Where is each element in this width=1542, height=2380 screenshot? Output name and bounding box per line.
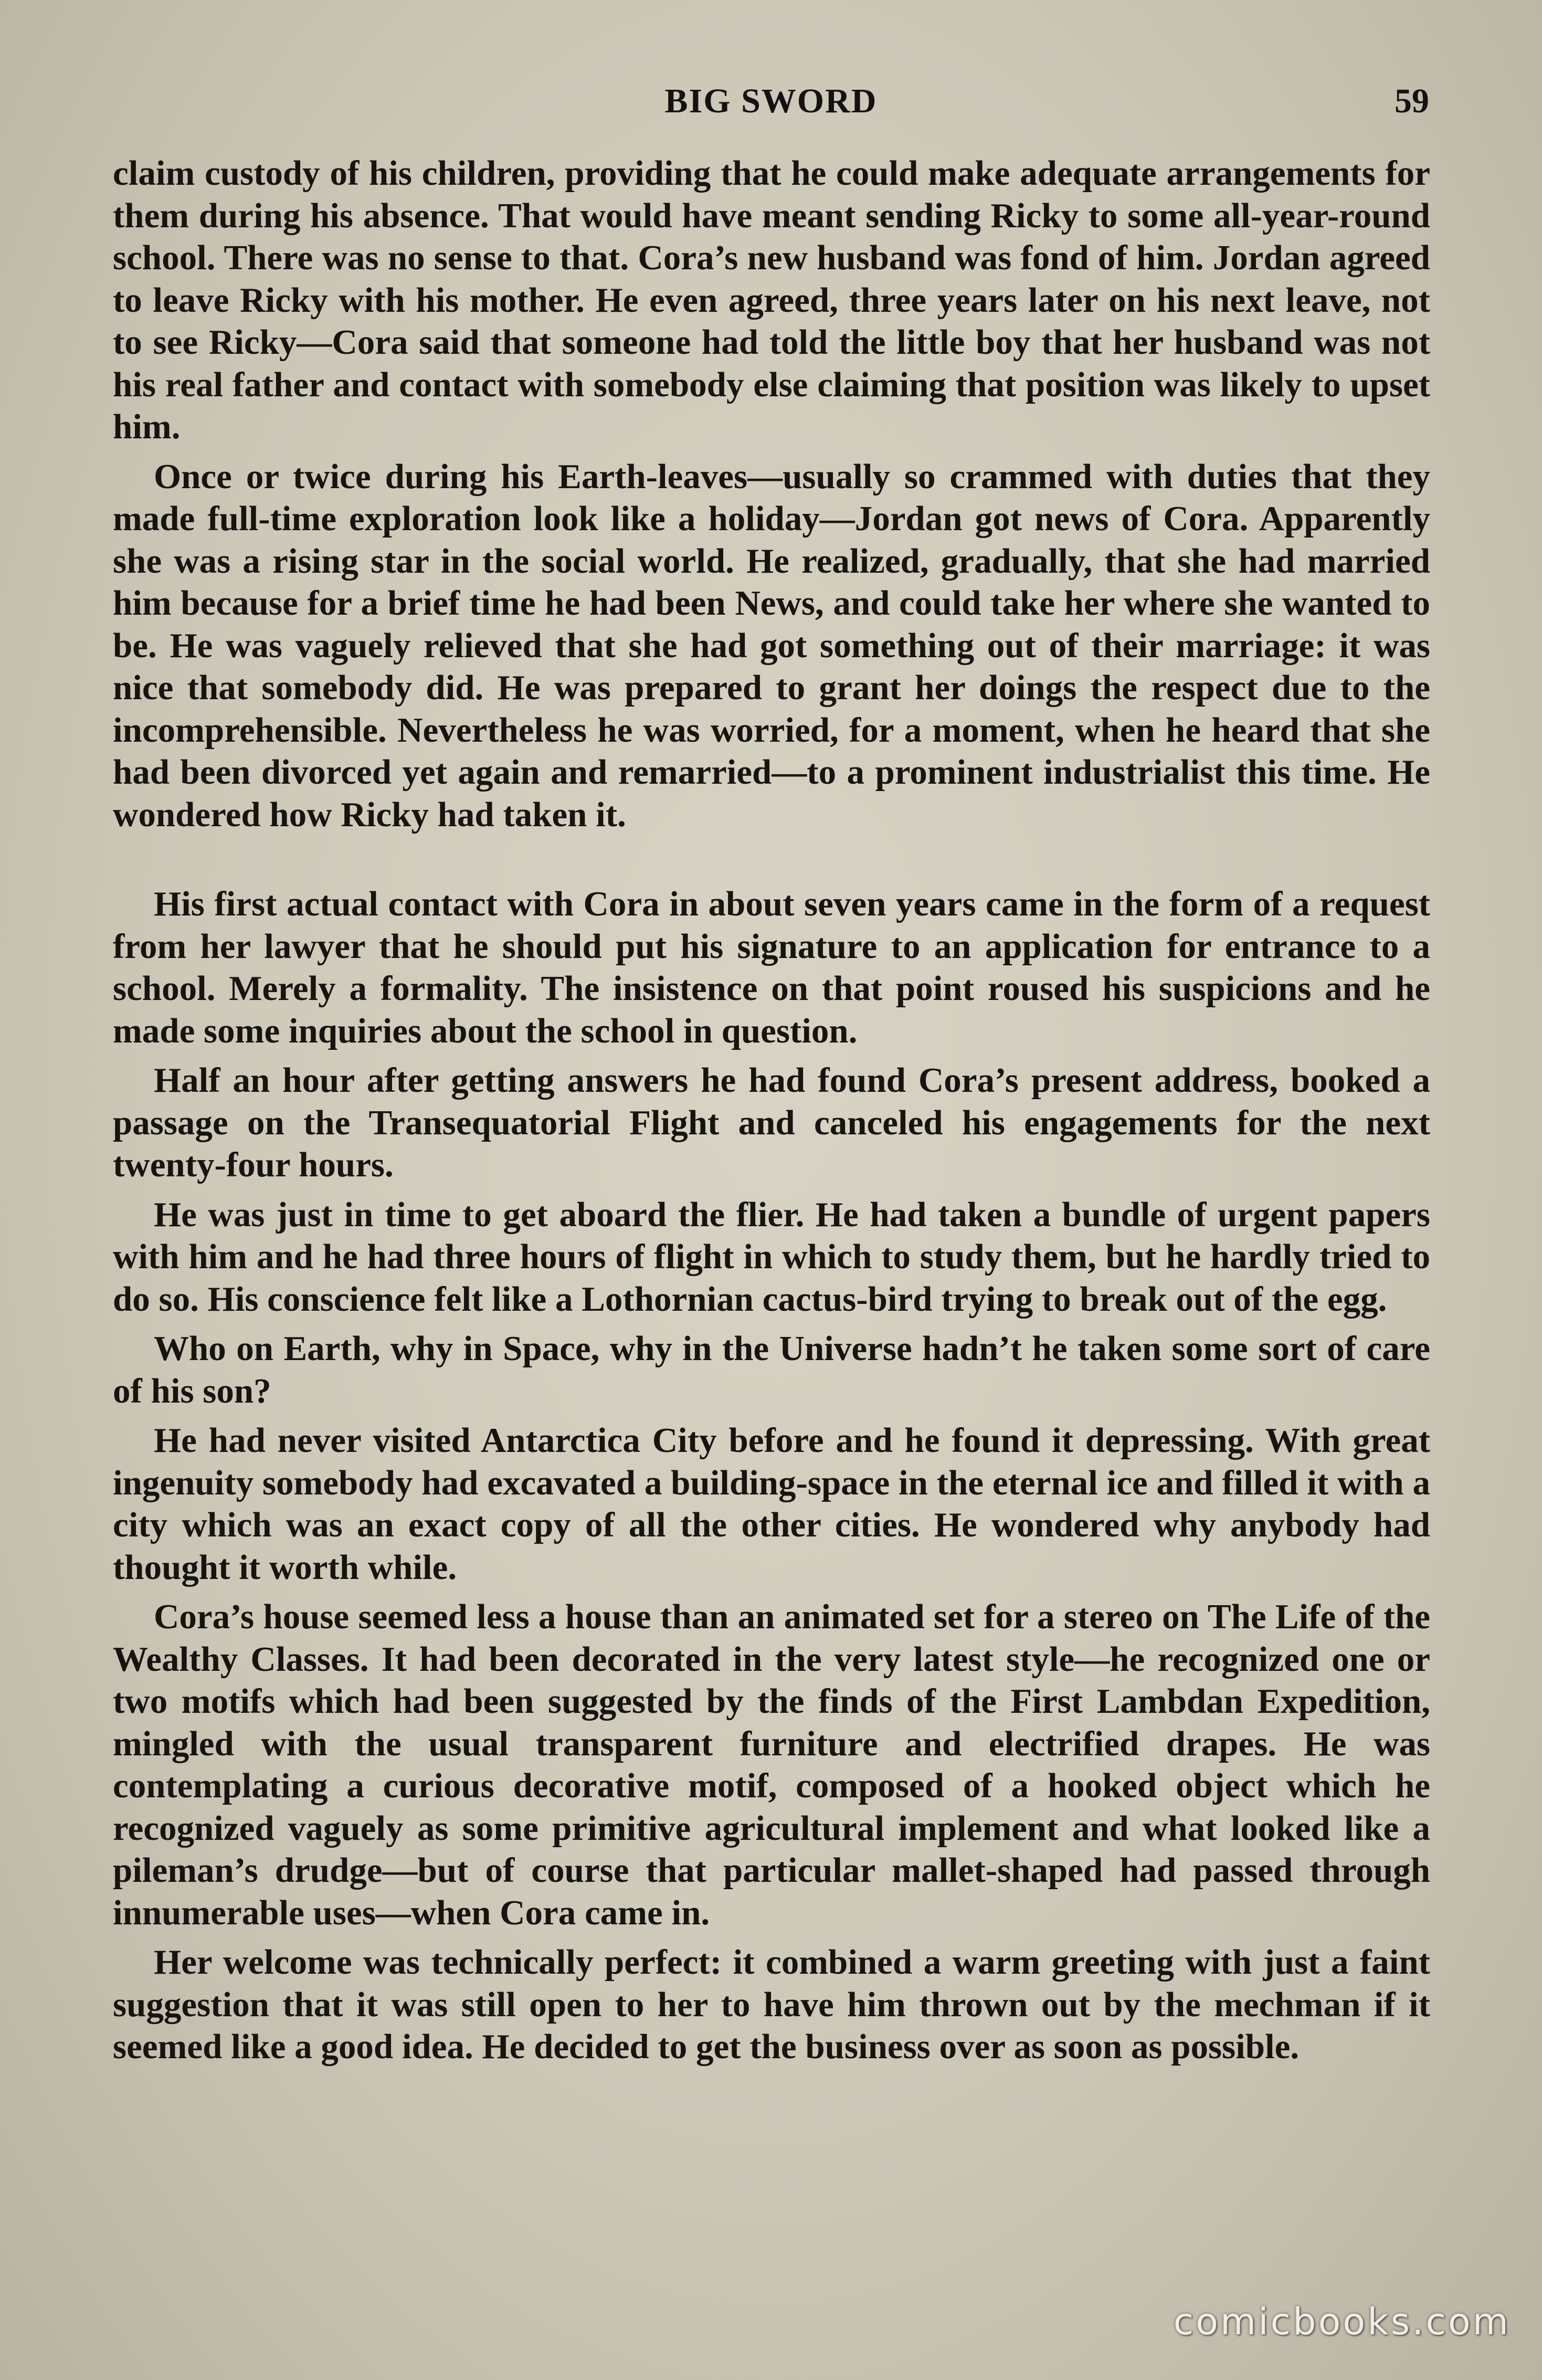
running-header bbox=[113, 81, 1429, 131]
paragraph: Half an hour after getting answers he had found Cora’s present address, booked a passage on the Transequatorial Flight and canceled his engagements for the next twenty-four hours. bbox=[113, 1061, 1430, 1184]
paragraph: Once or twice during his Earth-leaves—usually so crammed with duties that they made full-time exploration look like a holiday—Jordan got news of Cora. Apparently she was a rising star in the social world. He realized, gradually, that she had married him because for a brief time he had been News, and could take her where she wanted to be. He was vaguely relieved that she had got something out of their marriage: it was nice that somebody did. He was prepared to grant her doings the respect due to the incomprehensible. Nevertheless he was worried, for a moment, when he heard that she had been divorced yet again and remarried—to a prominent industrialist this time. He wondered how Ricky had taken it. bbox=[113, 457, 1430, 834]
paragraph: Cora’s house seemed less a house than an animated set for a stereo on The Life of the Wealthy Classes. It had been decorated in the very latest style—he recognized one or two motifs which had been suggested by the finds of the First Lambdan Expedition, mingled with the usual transparent furniture and electrified drapes. He was contemplating a curious decorative motif, composed of a hooked object which he recognized vaguely as some primitive agricultural implement and what looked like a pileman’s drudge—but of course that particular mallet-shaped had passed through innumerable uses—when Cora came in. bbox=[113, 1597, 1430, 1932]
running-title: BIG SWORD bbox=[664, 82, 878, 120]
paragraph: He had never visited Antarctica City before and he found it depressing. With great ingenuity somebody had excavated a building-space in the eternal ice and filled it with a city which was an exact copy of all the other cities. He wondered why anybody had thought it worth while. bbox=[113, 1421, 1430, 1587]
page-number: 59 bbox=[1395, 82, 1429, 120]
site-watermark: comicbooks.com bbox=[1173, 2300, 1511, 2343]
paragraph: Who on Earth, why in Space, why in the Universe hadn’t he taken some sort of care of his son? bbox=[113, 1329, 1430, 1410]
paragraph: His first actual contact with Cora in about seven years came in the form of a request from her lawyer that he should put his signature to an application for entrance to a school. Merely a formality. The insistence on that point roused his suspicions and he made some inquiries about the school in question. bbox=[113, 884, 1430, 1050]
paragraph: He was just in time to get aboard the flier. He had taken a bundle of urgent papers with him and he had three hours of flight in which to study them, but he hardly tried to do so. His conscience felt like a Lothornian cactus-bird trying to break out of the egg. bbox=[113, 1195, 1430, 1319]
body-text bbox=[113, 152, 1430, 2076]
paragraph: Her welcome was technically perfect: it combined a warm greeting with just a faint suggestion that it was still open to her to have him thrown out by the mechman if it seemed like a good idea. He decided to get the business over as soon as possible. bbox=[113, 1943, 1430, 2066]
paragraph: claim custody of his children, providing that he could make adequate arrangements for them during his absence. That would have meant sending Ricky to some all-year-round school. There was no sense to that. Cora’s new husband was fond of him. Jordan agreed to leave Ricky with his mother. He even agreed, three years later on his next leave, not to see Ricky—Cora said that someone had told the little boy that her husband was not his real father and contact with somebody else claiming that position was likely to upset him. bbox=[113, 154, 1430, 446]
